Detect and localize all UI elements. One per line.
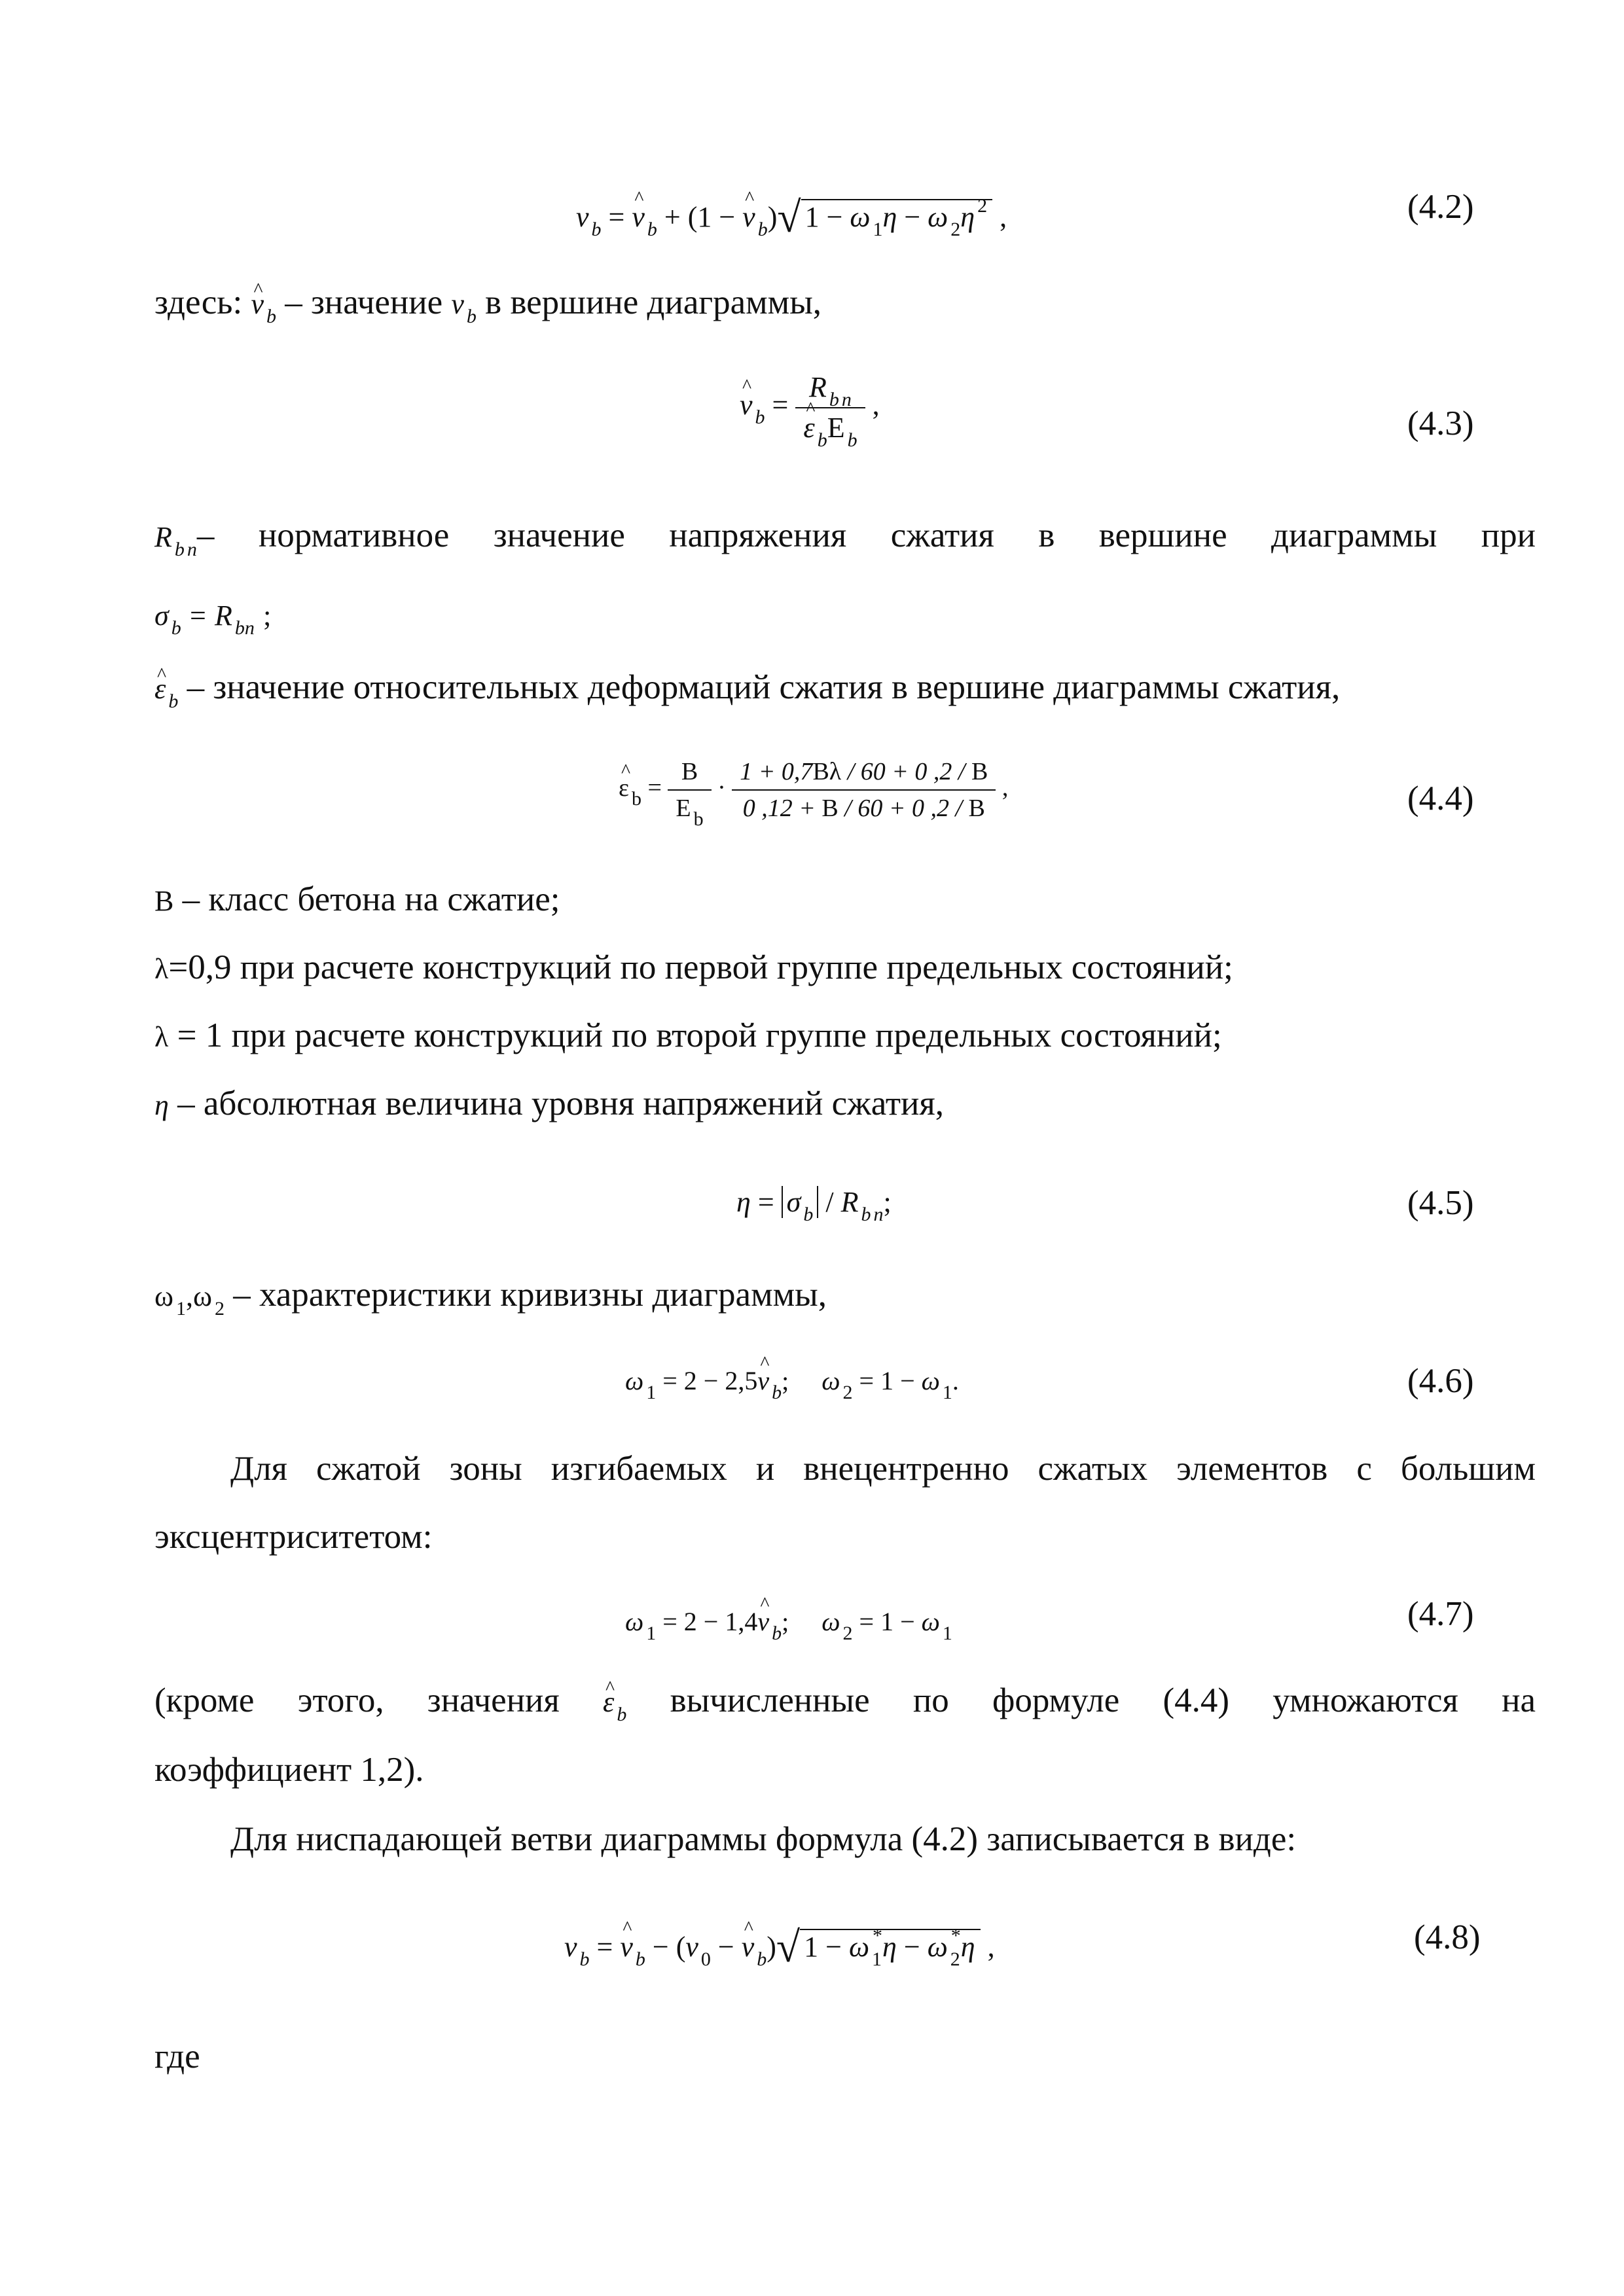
formula-4-3: ^ ν $_b$ = R $_b$ $_n$ ^ ε $_b$E $_b$ , bbox=[740, 373, 880, 442]
text-line-ekscentrisitet: эксцентриситетом: bbox=[154, 1518, 433, 1556]
equation-number-4-2: (4.2) bbox=[1407, 188, 1474, 226]
text-line-zdes: здесь: ^ ν $_b$ – значение ν $_b$ в вершине диаграммы, bbox=[154, 281, 821, 329]
equation-number-4-5: (4.5) bbox=[1407, 1184, 1474, 1222]
text-line-lambda-09: λ=0,9 при расчете конструкций по первой группе предельных состояний; bbox=[154, 948, 1233, 986]
text-line-sigma: σ $_b$ = R $_{bn}$ ; bbox=[154, 600, 272, 639]
equation-number-4-6: (4.6) bbox=[1407, 1362, 1474, 1400]
equation-number-4-7: (4.7) bbox=[1407, 1595, 1474, 1633]
text-line-gde: где bbox=[154, 2037, 200, 2075]
text-line-b: B – класс бетона на сжатие; bbox=[154, 880, 560, 918]
radicand: 1 − ω $_1$η − ω $_2$η $^2$ bbox=[801, 199, 992, 232]
formula-4-7: ω $_1$ = 2 − 1,4^ ν $_b$; ω $_2$ = 1 − ω $_1$ bbox=[625, 1609, 952, 1635]
equation-number-4-8: (4.8) bbox=[1414, 1918, 1481, 1956]
abs-value: σ $_b$ bbox=[782, 1186, 819, 1218]
equation-number-4-3: (4.3) bbox=[1407, 404, 1474, 442]
formula-4-6: ω $_1$ = 2 − 2,5^ ν $_b$; ω $_2$ = 1 − ω $_1$. bbox=[625, 1368, 959, 1394]
text-line-koefficient: коэффициент 1,2). bbox=[154, 1751, 424, 1789]
equation-number-4-4: (4.4) bbox=[1407, 780, 1474, 817]
text-line-rbn: R $_b$ $_n$– нормативное значение напряжения сжатия в вершине диаграммы при bbox=[154, 516, 1536, 560]
text-line-eps: ^ ε $_b$ – значение относительных деформаций сжатия в вершине диаграммы сжатия, bbox=[154, 666, 1340, 713]
text-line-eta: η – абсолютная величина уровня напряжений сжатия, bbox=[154, 1085, 945, 1122]
formula-4-4: ^ ε $_b$ = $\frac{B}{E _b}$ · $\frac{1 + 0,7B\lambda / 60 + 0 ,2 / B}{0 ,12 + B / 60 + 0 ,2 / B}$ , bbox=[619, 759, 1008, 821]
fraction-4-3: R $_b$ $_n$ ^ ε $_b$E $_b$ bbox=[795, 373, 865, 442]
formula-4-8: ν $_b$ = ^ ν $_b$ − (ν $_0$ − ^ ν $_b$)√ 1 − ω $_1$*η − ω $_2$*η , bbox=[564, 1921, 995, 1964]
formula-4-5: η = σ $_b$ / R $_b$ $_n$; bbox=[736, 1186, 892, 1225]
nu-symbol: ν bbox=[576, 201, 589, 233]
text-line-dlya-nispadayushchey: Для ниспадающей ветви диаграммы формула (4.2) записывается в виде: bbox=[230, 1820, 1297, 1858]
fraction-4-4-right: $\frac{1 + 0,7B\lambda / 60 + 0 ,2 / B}{0 ,12 + B / 60 + 0 ,2 / B}$ bbox=[732, 759, 996, 821]
text-line-dlya-szhatoy: Для сжатой зоны изгибаемых и внецентренно сжатых элементов с большим bbox=[230, 1450, 1536, 1488]
fraction-4-4-left: $\frac{B}{E _b}$ bbox=[668, 759, 711, 821]
radical-sign: √ bbox=[777, 194, 801, 242]
radicand-4-8: 1 − ω $_1$*η − ω $_2$*η bbox=[800, 1929, 980, 1962]
text-line-omega: ω $_1$,ω $_2$ – характеристики кривизны диаграммы, bbox=[154, 1276, 827, 1319]
formula-4-2: ν $_b$ = ^ ν $_b$ + (1 − ^ ν $_b$)√ 1 − ω $_1$η − ω $_2$η $^2$ , bbox=[576, 191, 1007, 234]
nu-hat-symbol: ^ ν bbox=[632, 203, 645, 232]
text-line-lambda-1: λ = 1 при расчете конструкций по второй группе предельных состояний; bbox=[154, 1016, 1222, 1054]
text-line-krome: (кроме этого, значения ^ ε $_b$ вычисленные по формуле (4.4) умножаются на bbox=[154, 1679, 1536, 1727]
